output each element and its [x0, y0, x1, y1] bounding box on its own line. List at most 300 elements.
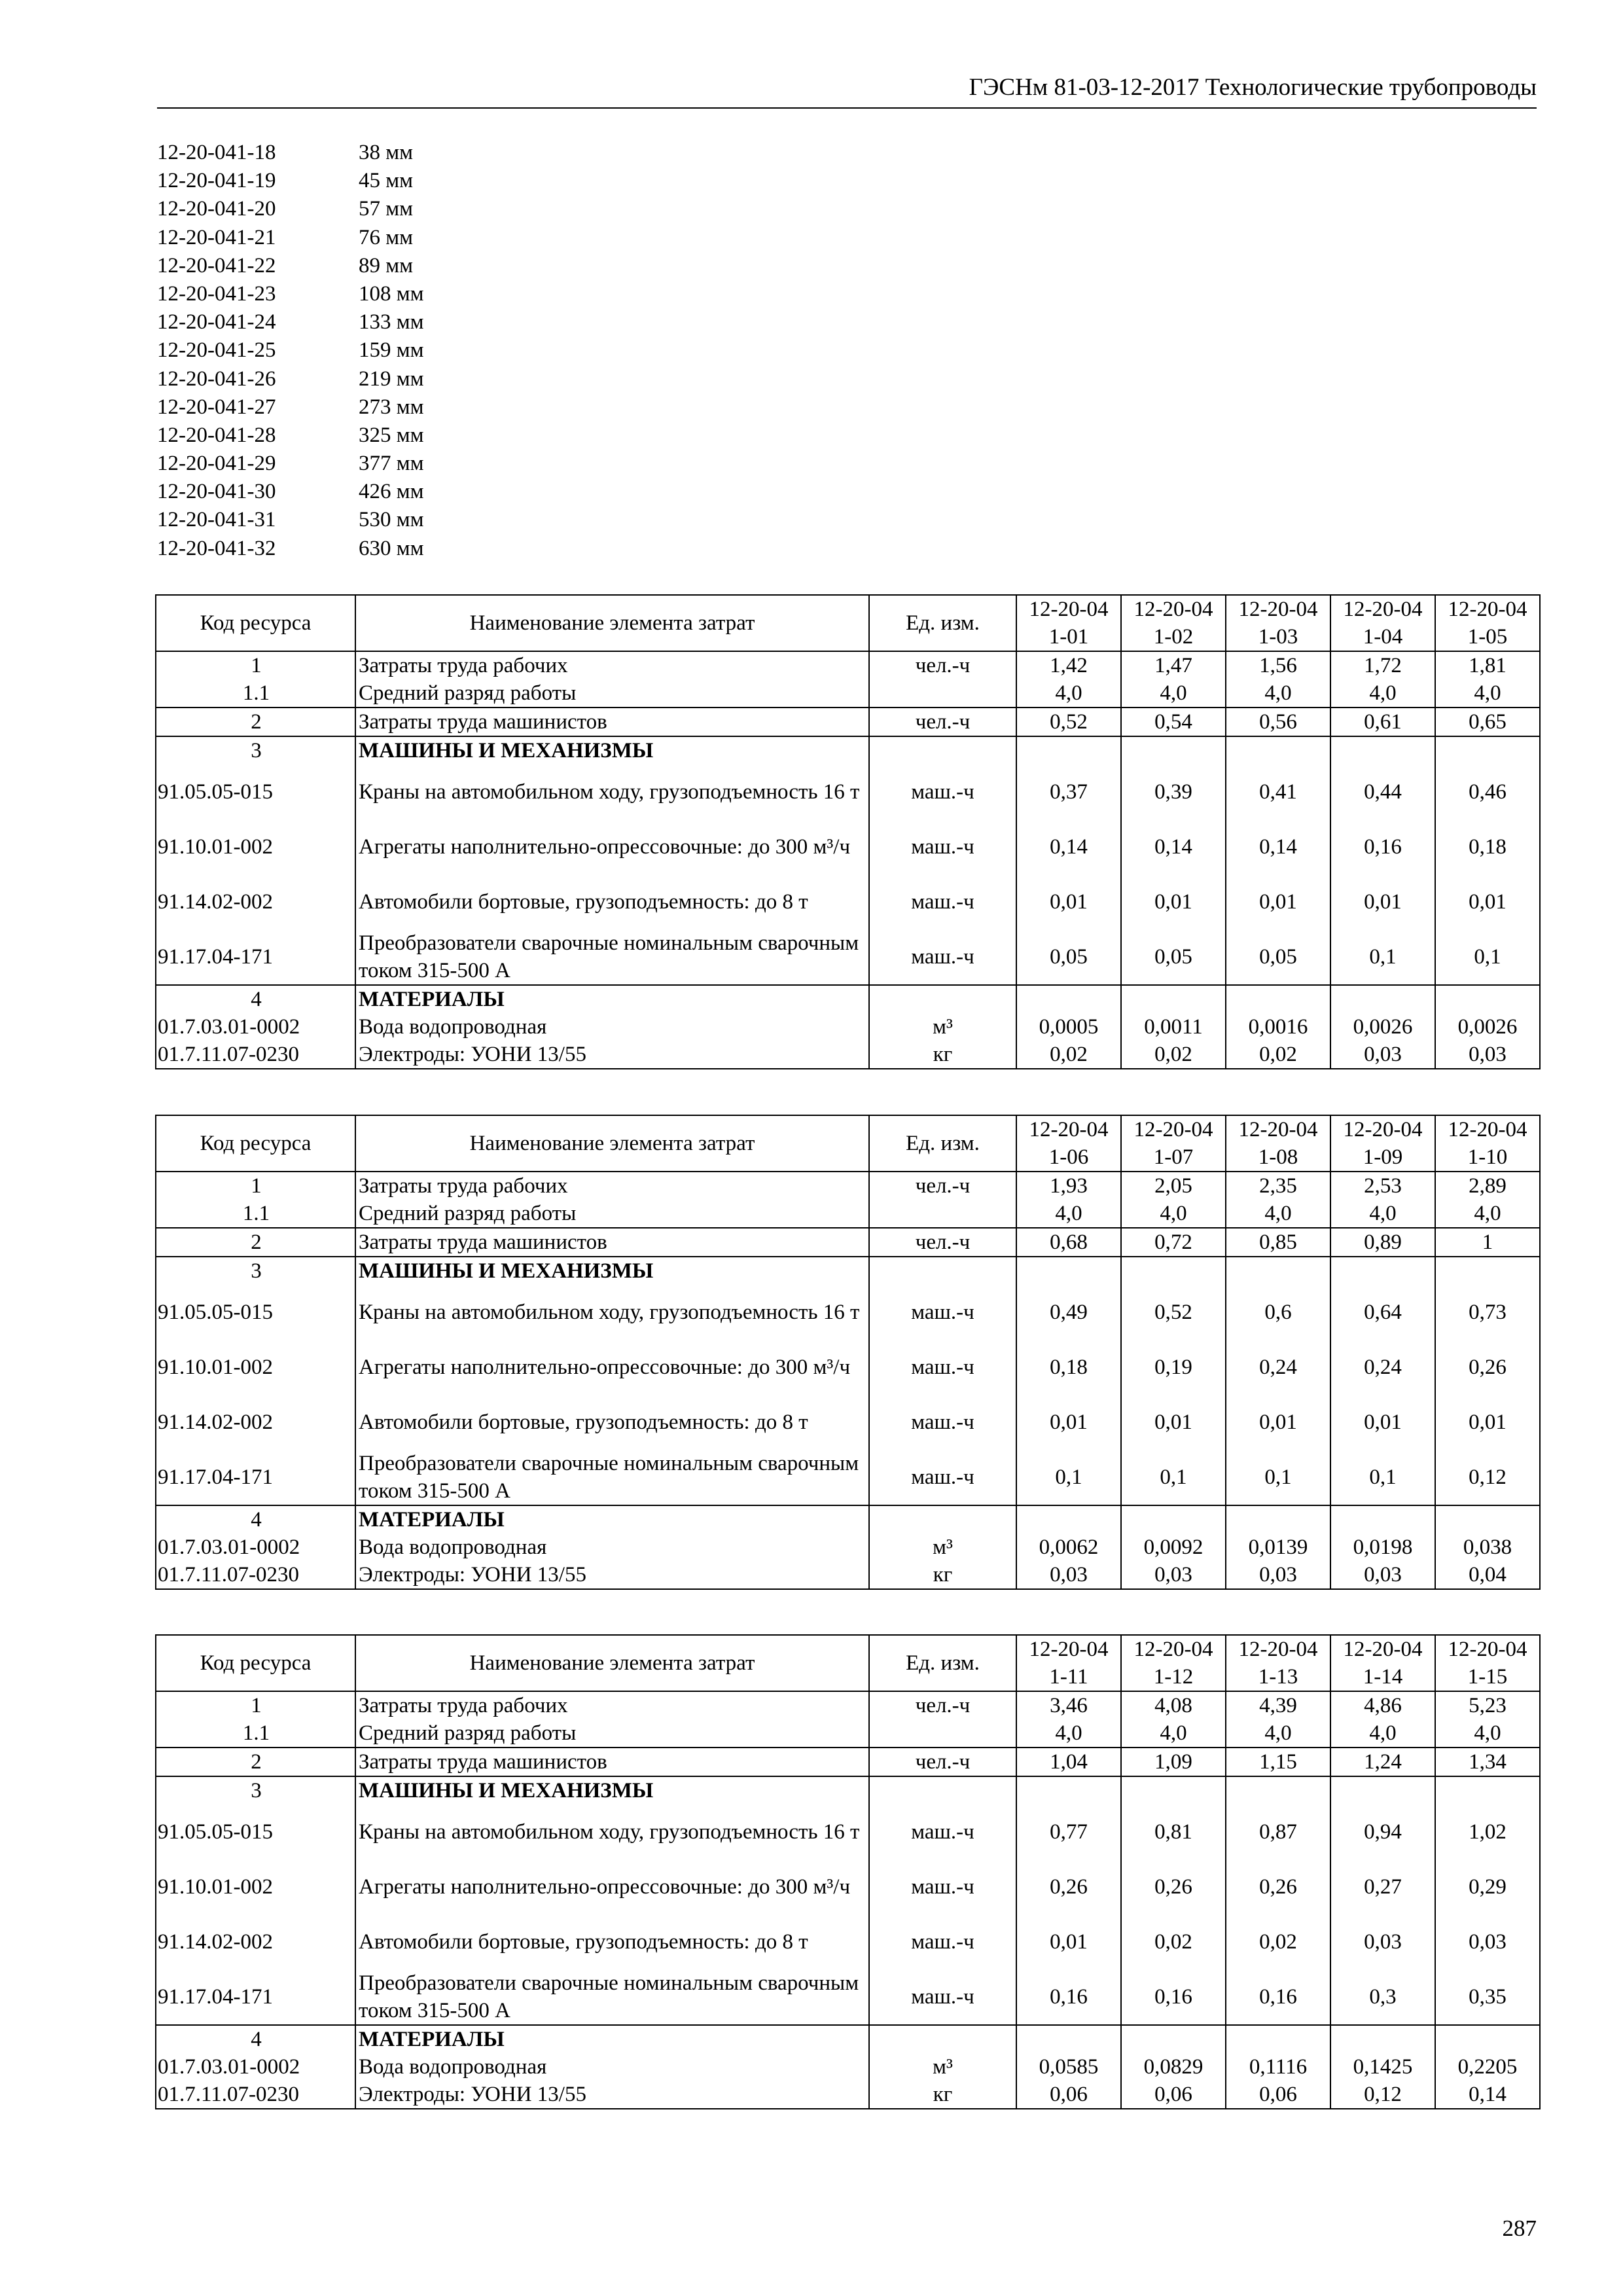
norm-value: 0,85: [1226, 1228, 1330, 1257]
table-row: [156, 764, 1540, 819]
resource-code: 3: [156, 1257, 355, 1285]
norm-value: 0,04: [1435, 1561, 1540, 1589]
norm-value: 0,01: [1330, 874, 1435, 929]
unit-of-measure: [869, 1505, 1016, 1534]
norm-value: 0,26: [1016, 1859, 1121, 1914]
norm-value: 0,1: [1435, 929, 1540, 985]
code-list-code: 12-20-041-31: [157, 508, 276, 532]
norm-value: 0,12: [1330, 2081, 1435, 2109]
norm-value: 4,0: [1435, 1200, 1540, 1228]
norm-value: 4,0: [1016, 1719, 1121, 1748]
norm-value: 0,16: [1330, 819, 1435, 874]
code-list-item: [157, 365, 550, 393]
norm-value: 0,1: [1226, 1450, 1330, 1505]
header-unit: Ед. изм.: [869, 1635, 1016, 1691]
cost-element-name: Средний разряд работы: [355, 1200, 869, 1228]
unit-of-measure: м³: [869, 2053, 1016, 2081]
norm-value: [1016, 1257, 1121, 1285]
norm-value: 4,08: [1121, 1691, 1226, 1719]
code-list-code: 12-20-041-27: [157, 395, 276, 419]
resource-code: 01.7.03.01-0002: [156, 1013, 355, 1041]
norm-value: 0,03: [1330, 1561, 1435, 1589]
norm-value: 0,06: [1121, 2081, 1226, 2109]
norm-value: [1016, 985, 1121, 1013]
resource-code: 91.05.05-015: [156, 1285, 355, 1340]
cost-element-name: Агрегаты наполнительно-опрессовочные: до 300 м³/ч: [355, 819, 869, 874]
norm-value: 0,37: [1016, 764, 1121, 819]
table-row: [156, 985, 1540, 1013]
header-norm-code: 12-20-041-10: [1435, 1115, 1540, 1172]
cost-element-name: Затраты труда рабочих: [355, 651, 869, 679]
norm-value: [1435, 1505, 1540, 1534]
norm-value: 0,02: [1121, 1914, 1226, 1969]
resource-code: 1: [156, 651, 355, 679]
norm-value: 4,0: [1330, 1719, 1435, 1748]
table-row: [156, 1228, 1540, 1257]
cost-element-name: МАТЕРИАЛЫ: [355, 2025, 869, 2053]
table-row: [156, 1395, 1540, 1450]
header-norm-code: 12-20-041-05: [1435, 595, 1540, 651]
norm-value: [1435, 2025, 1540, 2053]
norm-value: 4,0: [1435, 1719, 1540, 1748]
resource-code: 4: [156, 985, 355, 1013]
cost-element-name: Автомобили бортовые, грузоподъемность: до 8 т: [355, 1914, 869, 1969]
table-row: [156, 1172, 1540, 1200]
table-row: [156, 2081, 1540, 2109]
code-list-code: 12-20-041-25: [157, 338, 276, 363]
table-row: [156, 874, 1540, 929]
norm-value: 0,27: [1330, 1859, 1435, 1914]
norm-value: 1,04: [1016, 1748, 1121, 1776]
norm-value: 0,56: [1226, 708, 1330, 736]
norm-value: 1,34: [1435, 1748, 1540, 1776]
header-norm-code: 12-20-041-02: [1121, 595, 1226, 651]
code-list-size: 76 мм: [359, 225, 414, 249]
cost-element-name: Средний разряд работы: [355, 679, 869, 708]
norm-value: 0,16: [1121, 1969, 1226, 2025]
norm-value: [1121, 736, 1226, 764]
code-list-size: 57 мм: [359, 197, 414, 221]
header-unit: Ед. изм.: [869, 595, 1016, 651]
code-list-code: 12-20-041-30: [157, 480, 276, 504]
norm-value: 0,14: [1435, 2081, 1540, 2109]
norm-value: [1226, 1776, 1330, 1804]
norm-value: 0,1425: [1330, 2053, 1435, 2081]
cost-element-name: Затраты труда рабочих: [355, 1691, 869, 1719]
norm-value: [1435, 1776, 1540, 1804]
cost-element-name: Преобразователи сварочные номинальным сварочным током 315-500 А: [355, 929, 869, 985]
norm-value: 0,05: [1016, 929, 1121, 985]
norm-value: 0,24: [1226, 1340, 1330, 1395]
norm-value: 0,01: [1226, 1395, 1330, 1450]
norm-value: 4,0: [1121, 1200, 1226, 1228]
norm-value: [1330, 2025, 1435, 2053]
code-list-item: [157, 252, 550, 280]
code-list-code: 12-20-041-32: [157, 536, 276, 560]
norm-value: 4,0: [1226, 679, 1330, 708]
norm-value: 0,41: [1226, 764, 1330, 819]
table-row: [156, 819, 1540, 874]
table-row: [156, 1257, 1540, 1285]
unit-of-measure: маш.-ч: [869, 1395, 1016, 1450]
unit-of-measure: чел.-ч: [869, 1172, 1016, 1200]
code-list-size: 630 мм: [359, 536, 424, 560]
table-row: [156, 1450, 1540, 1505]
norm-value: 0,1: [1330, 1450, 1435, 1505]
code-list-size: 377 мм: [359, 452, 424, 476]
header-unit: Ед. изм.: [869, 1115, 1016, 1172]
code-list-size: 108 мм: [359, 281, 424, 306]
norm-value: 4,0: [1121, 1719, 1226, 1748]
norm-value: 2,89: [1435, 1172, 1540, 1200]
norm-value: 1,56: [1226, 651, 1330, 679]
code-list-size: 159 мм: [359, 338, 424, 363]
unit-of-measure: [869, 1200, 1016, 1228]
norm-value: 0,2205: [1435, 2053, 1540, 2081]
cost-element-name: Средний разряд работы: [355, 1719, 869, 1748]
norm-value: 0,44: [1330, 764, 1435, 819]
resource-code: 91.14.02-002: [156, 1914, 355, 1969]
norm-value: [1226, 985, 1330, 1013]
code-list-code: 12-20-041-18: [157, 141, 276, 164]
unit-of-measure: [869, 1719, 1016, 1748]
header-norm-code: 12-20-041-15: [1435, 1635, 1540, 1691]
norm-value: 0,64: [1330, 1285, 1435, 1340]
table-row: [156, 1340, 1540, 1395]
norm-value: 0,038: [1435, 1534, 1540, 1561]
resource-code: 01.7.03.01-0002: [156, 2053, 355, 2081]
unit-of-measure: чел.-ч: [869, 651, 1016, 679]
cost-element-name: Краны на автомобильном ходу, грузоподъемность 16 т: [355, 1804, 869, 1859]
norm-value: 0,68: [1016, 1228, 1121, 1257]
norm-value: 0,01: [1016, 1395, 1121, 1450]
resource-code: 1: [156, 1691, 355, 1719]
norm-value: 1,02: [1435, 1804, 1540, 1859]
resource-code: 3: [156, 736, 355, 764]
header-norm-code: 12-20-041-14: [1330, 1635, 1435, 1691]
code-list-code: 12-20-041-24: [157, 310, 276, 334]
page-number: 287: [1502, 2215, 1537, 2241]
norm-value: 0,35: [1435, 1969, 1540, 2025]
table-row: [156, 1776, 1540, 1804]
norm-value: 0,03: [1016, 1561, 1121, 1589]
table-row: [156, 1561, 1540, 1589]
table-row: [156, 2053, 1540, 2081]
norm-value: 3,46: [1016, 1691, 1121, 1719]
norm-value: 0,26: [1435, 1340, 1540, 1395]
table-row: [156, 1285, 1540, 1340]
norm-value: 0,03: [1121, 1561, 1226, 1589]
norm-value: 0,14: [1226, 819, 1330, 874]
norm-value: 0,1116: [1226, 2053, 1330, 2081]
header-code: Код ресурса: [156, 595, 355, 651]
norm-value: 0,3: [1330, 1969, 1435, 2025]
code-list-code: 12-20-041-28: [157, 423, 276, 447]
code-list-size: 273 мм: [359, 395, 424, 419]
norm-value: 0,0092: [1121, 1534, 1226, 1561]
unit-of-measure: кг: [869, 1561, 1016, 1589]
unit-of-measure: [869, 2025, 1016, 2053]
norm-value: 1,09: [1121, 1748, 1226, 1776]
code-list-size: 133 мм: [359, 310, 424, 334]
norm-value: 0,03: [1226, 1561, 1330, 1589]
norm-value: 0,26: [1121, 1859, 1226, 1914]
resource-code: 91.14.02-002: [156, 874, 355, 929]
norm-value: 0,01: [1016, 1914, 1121, 1969]
header-norm-code: 12-20-041-11: [1016, 1635, 1121, 1691]
norm-value: 0,26: [1226, 1859, 1330, 1914]
norm-value: 0,89: [1330, 1228, 1435, 1257]
norm-value: 4,0: [1226, 1719, 1330, 1748]
resource-code: 2: [156, 1748, 355, 1776]
resource-code: 4: [156, 2025, 355, 2053]
norm-value: 0,01: [1226, 874, 1330, 929]
norm-value: 2,53: [1330, 1172, 1435, 1200]
cost-element-name: Преобразователи сварочные номинальным сварочным током 315-500 А: [355, 1450, 869, 1505]
norm-value: 4,0: [1121, 679, 1226, 708]
norm-value: 0,0026: [1435, 1013, 1540, 1041]
cost-element-name: МАШИНЫ И МЕХАНИЗМЫ: [355, 736, 869, 764]
cost-element-name: Вода водопроводная: [355, 1013, 869, 1041]
unit-of-measure: м³: [869, 1013, 1016, 1041]
table-row: [156, 679, 1540, 708]
resource-code: 1.1: [156, 679, 355, 708]
norm-value: 4,39: [1226, 1691, 1330, 1719]
norm-value: 4,0: [1226, 1200, 1330, 1228]
norm-value: 0,0829: [1121, 2053, 1226, 2081]
norm-value: 0,73: [1435, 1285, 1540, 1340]
table-row: [156, 1969, 1540, 2025]
norm-value: 0,14: [1121, 819, 1226, 874]
code-list-size: 38 мм: [359, 141, 414, 164]
table-header-row: [156, 1635, 1540, 1691]
norm-value: 1,72: [1330, 651, 1435, 679]
norm-value: [1330, 985, 1435, 1013]
cost-element-name: Затраты труда машинистов: [355, 1748, 869, 1776]
code-size-list: [157, 139, 550, 563]
norm-value: 0,03: [1330, 1914, 1435, 1969]
header-norm-code: 12-20-041-03: [1226, 595, 1330, 651]
norm-value: 1,47: [1121, 651, 1226, 679]
table-row: [156, 1748, 1540, 1776]
code-list-item: [157, 506, 550, 534]
norm-value: 0,77: [1016, 1804, 1121, 1859]
norm-value: [1016, 736, 1121, 764]
norm-value: 4,0: [1330, 679, 1435, 708]
cost-element-name: Вода водопроводная: [355, 2053, 869, 2081]
cost-element-name: Автомобили бортовые, грузоподъемность: до 8 т: [355, 1395, 869, 1450]
unit-of-measure: маш.-ч: [869, 929, 1016, 985]
norm-value: 0,54: [1121, 708, 1226, 736]
resource-code: 01.7.11.07-0230: [156, 1041, 355, 1069]
unit-of-measure: кг: [869, 2081, 1016, 2109]
code-list-code: 12-20-041-22: [157, 253, 276, 278]
norm-value: 0,6: [1226, 1285, 1330, 1340]
resource-code: 91.10.01-002: [156, 819, 355, 874]
unit-of-measure: чел.-ч: [869, 1748, 1016, 1776]
cost-element-name: Вода водопроводная: [355, 1534, 869, 1561]
unit-of-measure: [869, 1257, 1016, 1285]
norm-value: 0,06: [1016, 2081, 1121, 2109]
code-list-item: [157, 336, 550, 365]
resource-table-1: [155, 594, 1541, 1069]
code-list-code: 12-20-041-29: [157, 452, 276, 476]
norm-value: [1330, 1776, 1435, 1804]
table-row: [156, 651, 1540, 679]
code-list-item: [157, 393, 550, 422]
norm-value: 0,52: [1121, 1285, 1226, 1340]
norm-value: 0,0026: [1330, 1013, 1435, 1041]
norm-value: [1121, 985, 1226, 1013]
resource-code: 91.17.04-171: [156, 1969, 355, 2025]
norm-value: 0,01: [1435, 874, 1540, 929]
norm-value: [1226, 736, 1330, 764]
norm-value: 0,02: [1121, 1041, 1226, 1069]
code-list-item: [157, 167, 550, 195]
header-norm-code: 12-20-041-07: [1121, 1115, 1226, 1172]
code-list-size: 219 мм: [359, 367, 424, 391]
cost-element-name: Затраты труда машинистов: [355, 1228, 869, 1257]
unit-of-measure: маш.-ч: [869, 1969, 1016, 2025]
norm-value: 0,18: [1016, 1340, 1121, 1395]
norm-value: [1121, 1257, 1226, 1285]
resource-table-2: [155, 1115, 1541, 1590]
resource-code: 3: [156, 1776, 355, 1804]
unit-of-measure: маш.-ч: [869, 764, 1016, 819]
norm-value: [1016, 2025, 1121, 2053]
code-list-item: [157, 535, 550, 563]
header-norm-code: 12-20-041-12: [1121, 1635, 1226, 1691]
norm-value: [1121, 2025, 1226, 2053]
unit-of-measure: [869, 736, 1016, 764]
resource-code: 91.05.05-015: [156, 764, 355, 819]
cost-element-name: Краны на автомобильном ходу, грузоподъемность 16 т: [355, 1285, 869, 1340]
norm-value: 0,14: [1016, 819, 1121, 874]
norm-value: 4,86: [1330, 1691, 1435, 1719]
unit-of-measure: маш.-ч: [869, 874, 1016, 929]
norm-value: [1226, 1505, 1330, 1534]
resource-code: 91.10.01-002: [156, 1859, 355, 1914]
unit-of-measure: кг: [869, 1041, 1016, 1069]
norm-value: 0,03: [1435, 1041, 1540, 1069]
norm-value: 4,0: [1330, 1200, 1435, 1228]
norm-value: 0,01: [1121, 1395, 1226, 1450]
cost-element-name: Электроды: УОНИ 13/55: [355, 2081, 869, 2109]
norm-value: 0,0062: [1016, 1534, 1121, 1561]
unit-of-measure: чел.-ч: [869, 1228, 1016, 1257]
norm-value: 0,94: [1330, 1804, 1435, 1859]
code-list-item: [157, 422, 550, 450]
resource-code: 91.14.02-002: [156, 1395, 355, 1450]
norm-value: 0,72: [1121, 1228, 1226, 1257]
norm-value: 0,1: [1121, 1450, 1226, 1505]
norm-value: 0,19: [1121, 1340, 1226, 1395]
norm-value: 0,49: [1016, 1285, 1121, 1340]
table-row: [156, 1200, 1540, 1228]
norm-value: [1121, 1776, 1226, 1804]
norm-value: 0,0198: [1330, 1534, 1435, 1561]
norm-value: 0,12: [1435, 1450, 1540, 1505]
unit-of-measure: маш.-ч: [869, 1285, 1016, 1340]
code-list-size: 426 мм: [359, 480, 424, 504]
norm-value: 0,02: [1226, 1041, 1330, 1069]
header-divider: [157, 107, 1537, 109]
table-row: [156, 1804, 1540, 1859]
norm-value: 1,24: [1330, 1748, 1435, 1776]
norm-value: 0,01: [1435, 1395, 1540, 1450]
cost-element-name: Электроды: УОНИ 13/55: [355, 1561, 869, 1589]
cost-element-name: МАТЕРИАЛЫ: [355, 1505, 869, 1534]
code-list-size: 89 мм: [359, 253, 414, 278]
norm-value: 0,1: [1330, 929, 1435, 985]
norm-value: 2,35: [1226, 1172, 1330, 1200]
norm-value: 4,0: [1435, 679, 1540, 708]
code-list-item: [157, 450, 550, 478]
norm-value: 0,52: [1016, 708, 1121, 736]
table-header-row: [156, 595, 1540, 651]
norm-value: 0,0011: [1121, 1013, 1226, 1041]
unit-of-measure: маш.-ч: [869, 1859, 1016, 1914]
norm-value: 1,42: [1016, 651, 1121, 679]
norm-value: [1121, 1505, 1226, 1534]
cost-element-name: МАТЕРИАЛЫ: [355, 985, 869, 1013]
norm-value: 0,18: [1435, 819, 1540, 874]
cost-element-name: МАШИНЫ И МЕХАНИЗМЫ: [355, 1776, 869, 1804]
unit-of-measure: маш.-ч: [869, 1340, 1016, 1395]
code-list-item: [157, 308, 550, 336]
norm-value: 0,24: [1330, 1340, 1435, 1395]
code-list-size: 530 мм: [359, 508, 424, 532]
norm-value: 0,87: [1226, 1804, 1330, 1859]
norm-value: 0,01: [1016, 874, 1121, 929]
code-list-size: 325 мм: [359, 423, 424, 447]
norm-value: [1016, 1776, 1121, 1804]
header-norm-code: 12-20-041-09: [1330, 1115, 1435, 1172]
norm-value: 0,46: [1435, 764, 1540, 819]
norm-value: 0,02: [1226, 1914, 1330, 1969]
norm-value: [1016, 1505, 1121, 1534]
norm-value: [1435, 1257, 1540, 1285]
code-list-code: 12-20-041-23: [157, 281, 276, 306]
code-list-code: 12-20-041-19: [157, 169, 276, 193]
unit-of-measure: маш.-ч: [869, 1914, 1016, 1969]
norm-value: 0,16: [1016, 1969, 1121, 2025]
norm-value: [1435, 736, 1540, 764]
header-norm-code: 12-20-041-06: [1016, 1115, 1121, 1172]
cost-element-name: МАШИНЫ И МЕХАНИЗМЫ: [355, 1257, 869, 1285]
resource-code: 91.05.05-015: [156, 1804, 355, 1859]
header-norm-code: 12-20-041-13: [1226, 1635, 1330, 1691]
code-list-item: [157, 195, 550, 223]
cost-element-name: Агрегаты наполнительно-опрессовочные: до 300 м³/ч: [355, 1340, 869, 1395]
header-name: Наименование элемента затрат: [355, 595, 869, 651]
code-list-item: [157, 478, 550, 506]
header-name: Наименование элемента затрат: [355, 1115, 869, 1172]
norm-value: 5,23: [1435, 1691, 1540, 1719]
norm-value: 0,0016: [1226, 1013, 1330, 1041]
norm-value: 0,29: [1435, 1859, 1540, 1914]
norm-value: [1330, 1505, 1435, 1534]
unit-of-measure: маш.-ч: [869, 819, 1016, 874]
resource-code: 2: [156, 708, 355, 736]
unit-of-measure: [869, 1776, 1016, 1804]
cost-element-name: Электроды: УОНИ 13/55: [355, 1041, 869, 1069]
table-row: [156, 1914, 1540, 1969]
unit-of-measure: [869, 985, 1016, 1013]
resource-table-3: [155, 1634, 1541, 2109]
cost-element-name: Затраты труда рабочих: [355, 1172, 869, 1200]
norm-value: 2,05: [1121, 1172, 1226, 1200]
